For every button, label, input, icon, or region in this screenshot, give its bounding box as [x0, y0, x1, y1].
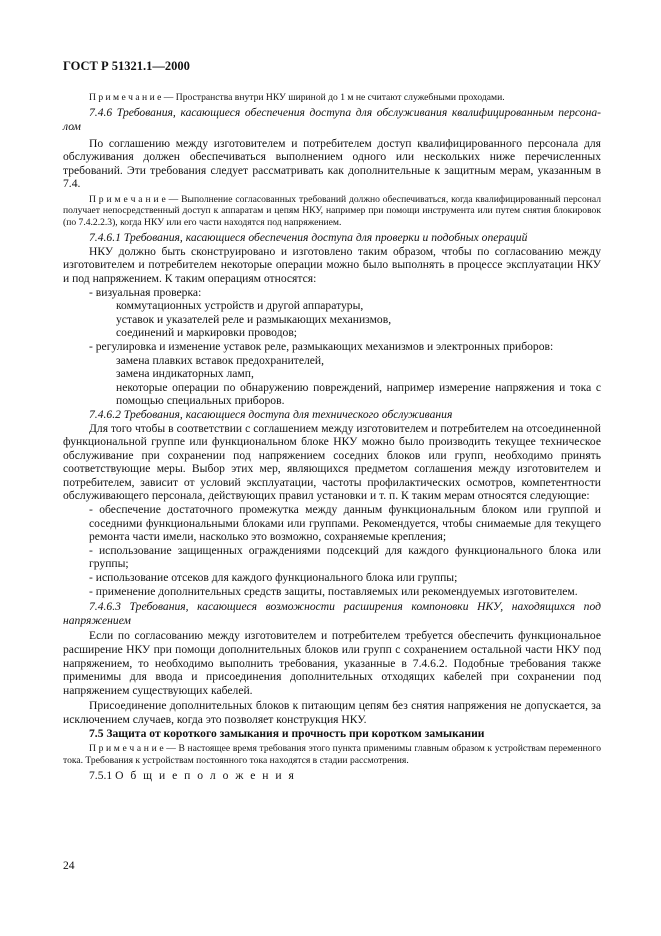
list-item: некоторые операции по обнаружению повреждений, например измерение напряжения и тока с помощью специальных приборов.: [116, 380, 601, 408]
section-7-5-1-heading: [63, 769, 601, 783]
list-item: уставок и указателей реле и размыкающих механизмов,: [116, 312, 392, 326]
section-7-5-1-number: 7.5.1: [89, 768, 113, 782]
list-item: - обеспечение достаточного промежутка между данным функциональным блоком или группой и соседними функциональными блоками или группами. Рекомендуется, чтобы снимаемые для текущего ремонта части имели, насколько это возможно, сохраняемые крепления;: [89, 503, 601, 544]
section-7-4-6-title: 7.4.6 Требования, касающиеся обеспечения доступа для обслуживания квалифицированным персона-лом: [63, 106, 601, 133]
document-body: [63, 92, 601, 783]
section-7-5-1-title: О б щ и е п о л о ж е н и я: [115, 768, 296, 782]
section-7-4-6-3-paragraph-1: Если по согласованию между изготовителем и потребителем требуется обеспечить функциональное расширение НКУ при помощи дополнительных блоков или групп с сохранением остальной части НКУ под напряжением, то необходимо выполнить требования, указанные в 7.4.6.2. Подобные требования также применимы для ввода и присоединения дополнительных отходящих кабелей при сохранении под напряжением существующих кабелей.: [63, 629, 601, 697]
section-7-4-6-2-paragraph: Для того чтобы в соответствии с соглашением между изготовителем и потребителем на отсоединенной функциональной группе или функциональном блоке НКУ можно было производить текущее техническое обслуживание при сохранении под напряжением соседних блоков или групп, необходимо принять соответствующие меры. Выбор этих мер, являющихся предметом соглашения между изготовителем и потребителем, зависит от условий эксплуатации, частоты профилактических осмотров, компетентности обслуживающего персонала, действующих правил установки и т. п. К таким мерам относятся следующие:: [63, 421, 601, 503]
list-item: - использование отсеков для каждого функционального блока или группы;: [89, 571, 458, 585]
list-item: замена плавких вставок предохранителей,: [116, 353, 325, 367]
note-ac-devices: П р и м е ч а н и е — В настоящее время требования этого пункта применимы главным образом к устройствам переменного тока. Требования к устройствам постоянного тока находятся в стадии рассмотрения.: [63, 743, 601, 766]
section-7-4-6-paragraph: По соглашению между изготовителем и потребителем доступ квалифицированного персонала для обслуживания должен обеспечиваться выполнением одного или нескольких ниже перечисленных требований. Эти требования следует рассматривать как дополнительные к защитным мерам, указанным в 7.4.: [63, 136, 601, 191]
list-item: замена индикаторных ламп,: [116, 367, 254, 381]
list-item: соединений и маркировки проводов;: [116, 326, 298, 340]
section-7-4-6-3-paragraph-2: Присоединение дополнительных блоков к питающим цепям без снятия напряжения не допускается, за исключением случаев, когда это позволяет конструкция НКУ.: [63, 699, 601, 726]
note-service-passages: П р и м е ч а н и е — Пространства внутри НКУ шириной до 1 м не считают служебными проходами.: [89, 92, 505, 103]
page-number: 24: [63, 859, 75, 872]
document-code-header: ГОСТ Р 51321.1—2000: [63, 59, 190, 73]
note-agreed-requirements: П р и м е ч а н и е — Выполнение согласованных требований должно обеспечиваться, когда квалифицированный персонал получает непосредственный доступ к аппаратам и цепям НКУ, например при помощи инструмента или путем снятия блокировок (по 7.4.2.2.3), когда НКУ или его части находятся под напряжением.: [63, 193, 601, 228]
section-7-4-6-1-title: 7.4.6.1 Требования, касающиеся обеспечения доступа для проверки и подобных операций: [89, 231, 528, 245]
list-adjustment-head: - регулировка и изменение уставок реле, размыкающих механизмов и электронных приборов:: [89, 339, 554, 353]
list-item: - применение дополнительных средств защиты, поставляемых или рекомендуемых изготовителем.: [89, 584, 578, 598]
list-item: - использование защищенных ограждениями подсекций для каждого функционального блока или группы;: [89, 543, 601, 571]
list-visual-inspection-head: - визуальная проверка:: [89, 285, 202, 299]
section-7-5-title: 7.5 Защита от короткого замыкания и прочность при коротком замыкании: [89, 726, 485, 740]
list-item: коммутационных устройств и другой аппаратуры,: [116, 299, 364, 313]
section-7-4-6-2-title: 7.4.6.2 Требования, касающиеся доступа для технического обслуживания: [89, 407, 453, 421]
section-7-4-6-1-paragraph: НКУ должно быть сконструировано и изготовлено таким образом, чтобы по согласованию между изготовителем и потребителем некоторые операции можно было выполнять в процессе эксплуатации НКУ и под напряжением. К таким операциям относятся:: [63, 244, 601, 285]
section-7-4-6-3-title: 7.4.6.3 Требования, касающиеся возможности расширения компоновки НКУ, находящихся под напряжением: [63, 600, 601, 627]
